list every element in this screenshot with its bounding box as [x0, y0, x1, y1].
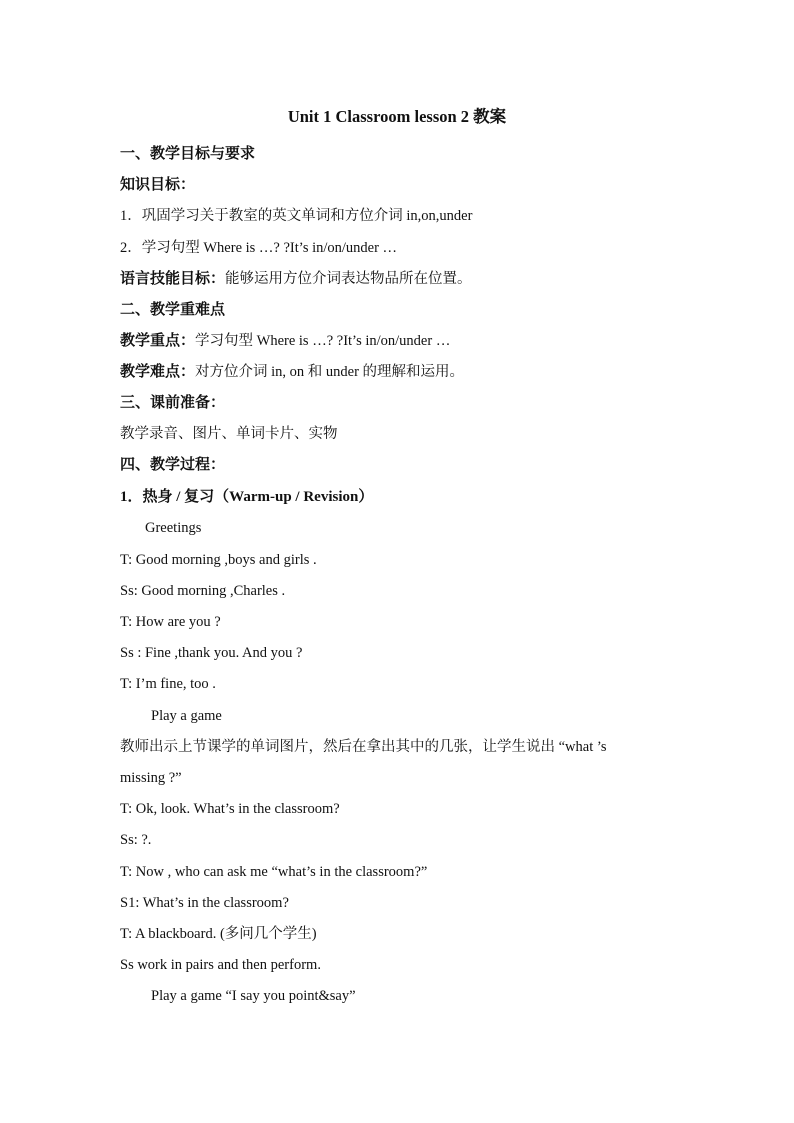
document-title: Unit 1 Classroom lesson 2 教案 — [287, 107, 507, 126]
section-heading-preparation: 三、课前准备： — [120, 395, 226, 411]
dialogue-line: S1: What’s in the classroom? — [120, 895, 289, 911]
goal-item-2: 2．学习句型 Where is …? ?It’s in/on/under … — [120, 240, 398, 256]
goal-item-1: 1．巩固学习关于教室的英文单词和方位介词 in,on,under — [120, 208, 473, 224]
section-heading-goals: 一、教学目标与要求 — [120, 146, 256, 162]
step-1-heading: 1．热身 / 复习（Warm-up / Revision） — [120, 489, 374, 505]
knowledge-goal-label: 知识目标： — [120, 177, 196, 193]
dialogue-line: Ss : Fine ,thank you. And you ? — [120, 645, 303, 661]
play-game-label: Play a game “I say you point&say” — [151, 988, 356, 1004]
key-point-line — [120, 331, 720, 351]
section-heading-process: 四、教学过程： — [120, 457, 226, 473]
dialogue-line: T: How are you ? — [120, 614, 221, 630]
difficult-point-text: 对方位介词 in, on 和 under 的理解和运用。 — [195, 364, 465, 380]
instruction-line: missing ?” — [120, 770, 182, 786]
difficult-point-label: 教学难点： — [120, 364, 196, 380]
difficult-point-line — [120, 362, 720, 382]
greetings-label: Greetings — [145, 520, 202, 536]
dialogue-line: T: A blackboard. (多问几个学生) — [120, 926, 317, 942]
dialogue-line: T: Ok, look. What’s in the classroom? — [120, 801, 340, 817]
section-heading-key-points: 二、教学重难点 — [120, 302, 226, 318]
dialogue-line: Ss: ?. — [120, 832, 152, 848]
instruction-line: 教师出示上节课学的单词图片，然后在拿出其中的几张，让学生说出 “what ’s — [120, 739, 607, 755]
preparation-text: 教学录音、图片、单词卡片、实物 — [120, 426, 338, 442]
skill-goal-text: 能够运用方位介词表达物品所在位置。 — [225, 271, 472, 287]
dialogue-line: T: I’m fine, too . — [120, 676, 216, 692]
skill-goal-label: 语言技能目标： — [120, 271, 226, 287]
key-point-text: 学习句型 Where is …? ?It’s in/on/under … — [195, 333, 451, 349]
dialogue-line: Ss: Good morning ,Charles . — [120, 583, 286, 599]
key-point-label: 教学重点： — [120, 333, 196, 349]
dialogue-line: T: Good morning ,boys and girls . — [120, 552, 317, 568]
play-game-label: Play a game — [151, 708, 222, 724]
skill-goal-line — [120, 269, 720, 289]
dialogue-line: T: Now , who can ask me “what’s in the classroom?” — [120, 864, 428, 880]
dialogue-line: Ss work in pairs and then perform. — [120, 957, 321, 973]
